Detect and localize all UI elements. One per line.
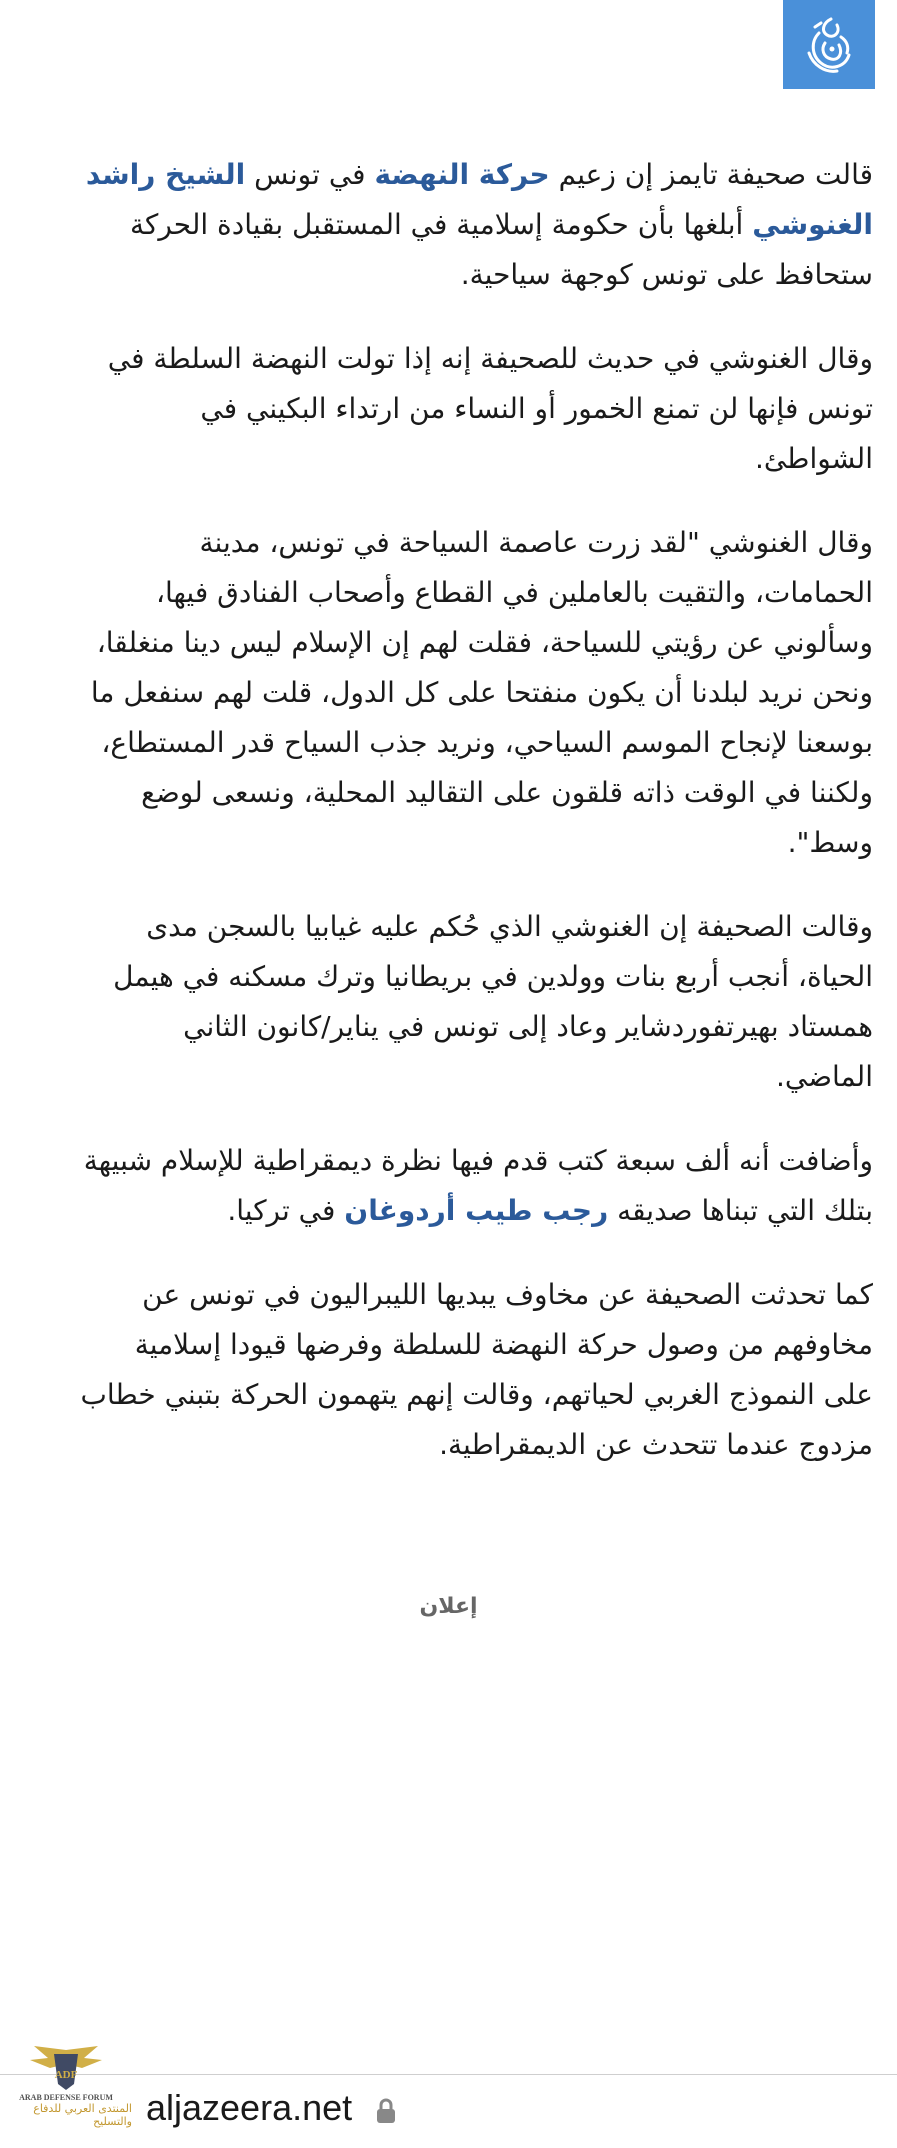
browser-address-bar[interactable] (0, 2074, 897, 2148)
article-body (80, 150, 873, 1504)
article-paragraph-4: وقالت الصحيفة إن الغنوشي الذي حُكم عليه غيابيا بالسجن مدى الحياة، أنجب أربع بنات وولدين في بريطانيا وترك مسكنه في هيمل همستاد بهيرتفوردشاير وعاد إلى تونس في يناير/كانون الثاني الماضي. (113, 910, 873, 1093)
paragraph-text: في تركيا. (227, 1194, 345, 1227)
article-paragraph-3: وقال الغنوشي "لقد زرت عاصمة السياحة في تونس، مدينة الحمامات، والتقيت بالعاملين في القطاع وأصحاب الفنادق فيها، وسألوني عن رؤيتي للسياحة، فقلت لهم إن الإسلام ليس دينا منغلقا، ونحن نريد لبلدنا أن يكون منفتحا على كل الدول، قلت لهم سنفعل ما بوسعنا لإنجاح الموسم السياحي، ونريد جذب السياح قدر المستطاع، ولكننا في الوقت ذاته قلقون على التقاليد المحلية، ونسعى لوضع وسط". (90, 526, 873, 859)
paragraph-text: في تونس (245, 158, 375, 191)
watermark-abbr: ADF (54, 2069, 78, 2081)
watermark-logo (0, 2040, 132, 2148)
article-paragraph-1 (80, 150, 873, 300)
paragraph-text: وأضافت أنه ألف سبعة كتب قدم فيها نظرة ديمقراطية للإسلام شبيهة بتلك التي تبناها صديقه (83, 1144, 873, 1227)
aljazeera-logo-icon (801, 13, 857, 77)
eagle-emblem-icon (26, 2040, 106, 2092)
watermark-name-ar: المنتدى العربي للدفاع والتسليح (33, 2102, 132, 2128)
paragraph-text: أبلغها بأن حكومة إسلامية في المستقبل بقيادة الحركة ستحافظ على تونس كوجهة سياحية. (129, 208, 873, 291)
aljazeera-logo[interactable] (783, 0, 875, 89)
watermark-name-en: ARAB DEFENSE FORUM (19, 2093, 113, 2102)
link-erdogan[interactable]: رجب طيب أردوغان (344, 1194, 609, 1227)
advertisement-label: إعلان (419, 1594, 478, 1619)
paragraph-text: قالت صحيفة تايمز إن زعيم (549, 158, 873, 191)
link-ghannouchi[interactable]: الشيخ راشد الغنوشي (85, 158, 873, 241)
lock-icon (376, 2098, 396, 2128)
url-text[interactable]: aljazeera.net (146, 2087, 353, 2128)
link-ennahda[interactable]: حركة النهضة (374, 158, 550, 191)
article-paragraph-6: كما تحدثت الصحيفة عن مخاوف يبديها الليبراليون في تونس عن مخاوفهم من وصول حركة النهضة للسلطة وفرضها قيودا إسلامية على النموذج الغربي لحياتهم، وقالت إنهم يتهمون الحركة بتبني خطاب مزدوج عندما تتحدث عن الديمقراطية. (80, 1278, 873, 1461)
article-paragraph-2: وقال الغنوشي في حديث للصحيفة إنه إذا تولت النهضة السلطة في تونس فإنها لن تمنع الخمور أو النساء من ارتداء البكيني في الشواطئ. (107, 342, 873, 475)
article-paragraph-5 (80, 1136, 873, 1236)
